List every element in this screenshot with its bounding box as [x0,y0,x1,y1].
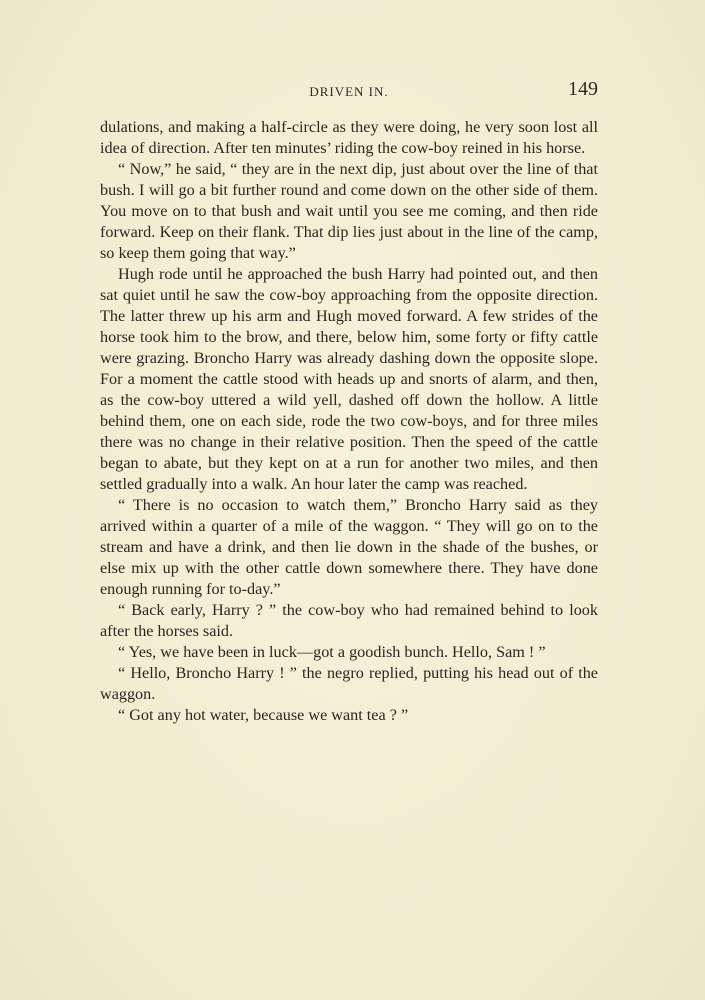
paragraph: “ Got any hot water, because we want tea ? ” [118,706,409,724]
running-head [100,78,598,104]
paragraph: “ Now,” he said, “ they are in the next dip, just about over the line of that bush. I will go a bit further round and come down on the other side of them. You move on to that bush and wait until you see me coming, and then ride forward. Keep on their flank. That dip lies just about in the line of the camp, so keep them going that way.” [100,160,598,262]
paragraph: “ Back early, Harry ? ” the cow-boy who had remained behind to look after the horses said. [100,601,598,640]
page-number: 149 [568,78,598,100]
paragraph: dulations, and making a half-circle as they were doing, he very soon lost all idea of direction. After ten minutes’ riding the cow-boy reined in his horse. [100,118,598,157]
paragraph: “ Hello, Broncho Harry ! ” the negro replied, putting his head out of the waggon. [100,664,598,703]
chapter-title: DRIVEN IN. [309,84,389,99]
body-text [100,117,598,726]
paragraph: Hugh rode until he approached the bush Harry had pointed out, and then sat quiet until he saw the cow-boy approaching from the opposite direction. The latter threw up his arm and Hugh moved forward. A few strides of the horse took him to the brow, and there, below him, some forty or fifty cattle were grazing. Broncho Harry was already dashing down the opposite slope. For a moment the cattle stood with heads up and snorts of alarm, and then, as the cow-boy uttered a wild yell, dashed off down the hollow. A little behind them, one on each side, rode the two cow-boys, and for three miles there was no change in their relative position. Then the speed of the cattle began to abate, but they kept on at a run for another two miles, and then settled gradually into a walk. An hour later the camp was reached. [100,265,598,493]
paragraph: “ There is no occasion to watch them,” Broncho Harry said as they arrived within a quarter of a mile of the waggon. “ They will go on to the stream and have a drink, and then lie down in the shade of the bushes, or else mix up with the other cattle down somewhere there. They have done enough running for to-day.” [100,496,598,598]
paragraph: “ Yes, we have been in luck—got a goodish bunch. Hello, Sam ! ” [118,643,546,661]
